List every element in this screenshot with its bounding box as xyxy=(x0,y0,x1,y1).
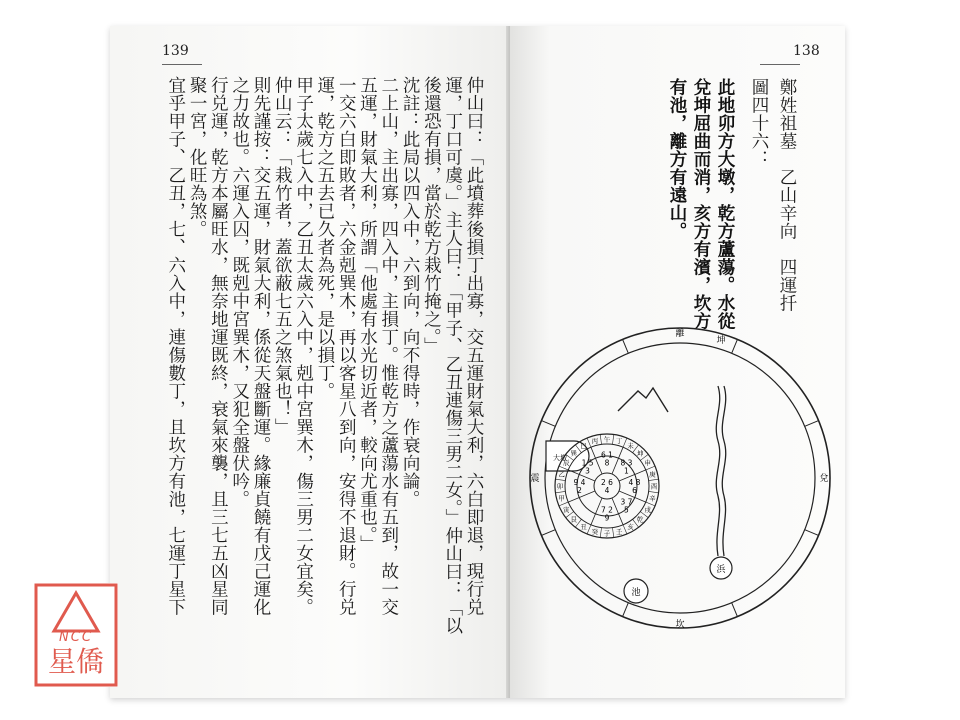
sector-number: 5 xyxy=(624,505,629,515)
compass-plate xyxy=(555,434,659,538)
sector-number: 9 xyxy=(604,513,610,523)
left-page xyxy=(110,26,510,698)
left-text-column: 仲山曰：「此墳葬後損丁出寡，交五運財氣大利，六白即退，現行兑 xyxy=(464,76,484,616)
ring-tick xyxy=(541,421,555,427)
sector-number: 3 xyxy=(585,466,590,476)
sector-number: 6 xyxy=(632,486,637,495)
mountain-ring-char: 艮 xyxy=(570,515,578,524)
mountain-ring-char: 卯 xyxy=(556,482,564,491)
logo-text-bottom: 星僑 xyxy=(47,645,104,678)
right-text-column: 兌坤屈曲而消，亥方有濱，坎方 xyxy=(691,78,711,330)
label-top: 離 xyxy=(675,329,685,339)
ring-tick xyxy=(623,603,629,617)
left-text-column: 運，乾方之五去已久者為死，是以損丁。 xyxy=(314,76,335,400)
mountain-ring-char: 丙 xyxy=(591,437,599,446)
mountain-ring-char: 乾 xyxy=(636,515,644,524)
ring-tick xyxy=(623,339,629,353)
mountain-ring-char: 坤 xyxy=(636,449,644,458)
river-line xyxy=(716,386,719,556)
sector-number: 9 4 xyxy=(573,478,586,487)
left-text-column: 二上山，主出寡，四入中，主損丁。惟乾方之蘆蕩水有五到，故一交 xyxy=(378,76,399,616)
right-text-column: 鄭姓祖墓 乙山辛向 四運扦 xyxy=(777,78,797,312)
ring-tick xyxy=(541,530,555,536)
ring-tick xyxy=(732,603,738,617)
sector-number: 1 5 xyxy=(581,458,594,468)
mountain-ring-char: 午 xyxy=(603,435,611,444)
header-rule-right xyxy=(760,64,800,65)
ring-tick xyxy=(805,421,819,427)
sector-number: 7 2 xyxy=(601,505,613,515)
mountain-ring-char: 戌 xyxy=(644,506,651,514)
left-text-column: 運，丁口可虞。」主人曰：「甲子、乙丑連傷三男二女。」仲山曰：「以 xyxy=(442,76,463,635)
center-number: 4 xyxy=(604,486,610,495)
label-bottom: 坎 xyxy=(675,620,685,630)
mound-label: 大墩 xyxy=(553,454,567,462)
mountain-ring-char: 酉 xyxy=(650,482,658,491)
page-number-left: 139 xyxy=(162,43,189,59)
left-text-column: 之力故也。六運入囚，既剋中宮巽木，又犯全盤伏吟。 xyxy=(229,76,250,508)
mountain-ring-char: 壬 xyxy=(615,527,623,536)
mountain-ring-char: 乙 xyxy=(558,470,565,479)
left-text-column: 宜乎甲子、乙丑，七、六入中，連傷數丁，且坎方有池，七運丁星下 xyxy=(165,76,186,616)
sector-number: 6 1 xyxy=(601,450,613,460)
left-text-column: 甲子太歲七入中，乙丑太歲六入中，剋中宮巽木，傷三男二女宜矣。 xyxy=(293,76,314,616)
river-line-2 xyxy=(722,386,725,556)
mountain-ring-char: 庚 xyxy=(649,470,656,479)
mountain-ring-char: 亥 xyxy=(627,523,634,532)
left-text-column: 後還恐有損，當於乾方栽竹掩之。」 xyxy=(421,76,442,356)
sector-number: 2 xyxy=(577,486,582,495)
header-rule-left xyxy=(162,64,202,65)
mountain-ring-char: 丁 xyxy=(615,437,623,446)
right-text-column: 圖四十六： xyxy=(749,78,769,168)
pond-label: 池 xyxy=(631,588,641,598)
left-text-column: 則先謹按：交五運，財氣大利，係從天盤斷運。緣廉貞饒有戊己運化 xyxy=(251,76,271,616)
mountain-ring-char: 巳 xyxy=(580,441,587,450)
right-page xyxy=(510,26,845,698)
label-left: 震 xyxy=(530,474,540,484)
inner-circle xyxy=(545,343,815,613)
mountain-ring-char: 癸 xyxy=(591,527,599,536)
ring-tick xyxy=(805,530,819,536)
mountain-ring-char: 辛 xyxy=(649,494,656,503)
left-text-column: 仲山云：「栽竹者，蓋欲蔽七五之煞氣也！」 xyxy=(272,76,293,436)
ring-tick xyxy=(732,339,738,353)
left-text-column: 聚一宮，化旺為煞。 xyxy=(187,76,208,238)
label-right: 兌 xyxy=(819,474,829,484)
mountain-ring-char: 巽 xyxy=(570,449,578,458)
left-text-column: 行兑運，乾方本屬旺水，無奈地運既終，衰氣來襲，且三七五凶星同 xyxy=(208,76,229,616)
right-text-column: 有池，離方有遠山。 xyxy=(667,78,687,240)
mountain-ring-char: 子 xyxy=(603,529,611,538)
right-text-column: 此地卯方大墩，乾方蘆蕩。水從 xyxy=(715,78,735,330)
left-text-column: 沈註：此局以四入中，六到向，向不得時，作衰向論。 xyxy=(400,76,421,508)
open-book xyxy=(110,26,845,698)
mountain-ring-char: 申 xyxy=(644,459,651,467)
mountain-ring-char: 寅 xyxy=(563,506,570,514)
mountain-ring-char: 辰 xyxy=(563,459,570,467)
mountain-ring-char: 丑 xyxy=(580,523,587,532)
sector-number: 8 xyxy=(604,458,610,468)
sector-number: 1 xyxy=(624,466,629,476)
ncc-logo xyxy=(34,583,118,687)
distant-mountain-icon xyxy=(618,388,668,412)
sector-number: 3 7 xyxy=(620,497,633,507)
logo-text-top: NCC xyxy=(59,630,93,645)
left-text-column: 五運，財氣大利，所謂「他處有水光切近者，較向尤重也。」 xyxy=(357,76,378,554)
feng-shui-diagram xyxy=(518,316,843,641)
page-number-right: 138 xyxy=(793,43,820,59)
mountain-ring-char: 未 xyxy=(627,441,634,450)
left-text-column: 一交六白即敗者，六金剋巽木，再以客星八到向，安得不退財。行兑 xyxy=(336,76,357,616)
river-label: 浜 xyxy=(716,565,726,575)
sector-number: 8 3 xyxy=(620,458,633,468)
label-top-right: 坤 xyxy=(716,336,726,346)
mountain-ring-char: 甲 xyxy=(558,494,565,503)
sector-number: 4 8 xyxy=(628,478,641,487)
center-number: 2 6 xyxy=(601,478,613,487)
